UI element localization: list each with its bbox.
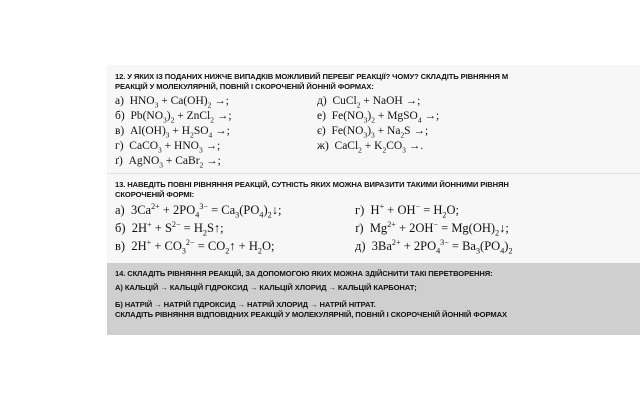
reaction-12-a bbox=[115, 95, 229, 110]
reaction-formula: $HNO_3 + Ca(OH)_2$ →; bbox=[129, 95, 229, 110]
task-12-heading-line-2: РЕАКЦІЙ У МОЛЕКУЛЯРНІЙ, ПОВНІЙ І СКОРОЧЕНІЙ ЙОННІЙ ФОРМАХ: bbox=[115, 82, 374, 91]
task-13-heading-line-1: 13. НАВЕДІТЬ ПОВНІ РІВНЯННЯ РЕАКЦІЙ, СУТНІСТЬ ЯКИХ МОЖНА ВИРАЗИТИ ТАКИМИ ЙОННИМИ РІВНЯН bbox=[115, 180, 509, 189]
reaction-formula: $Pb(NO_3)_2$ + ZnCl$_2$ →; bbox=[130, 110, 232, 125]
reaction-formula: $2H^+ + CO_3^{2-}$ = $CO_2↑ + H_2O$; bbox=[131, 237, 275, 256]
item-letter: д) bbox=[317, 95, 327, 107]
reaction-formula: AgNO$_3$ + CaBr$_2$ →; bbox=[128, 155, 221, 170]
item-letter: ж) bbox=[317, 140, 329, 152]
reaction-formula: $3Ca^{2+} + 2PO_4^{3-}$ = $Ca_3(PO_4)_2↓$; bbox=[130, 201, 282, 220]
ionic-13-v bbox=[115, 239, 274, 254]
reaction-12-zh bbox=[317, 140, 424, 155]
ionic-13-h bbox=[355, 203, 459, 218]
item-letter: д) bbox=[355, 239, 366, 253]
reaction-12-b bbox=[115, 110, 232, 125]
reaction-formula: $3Ba^{2+} + 2PO_4^{3-} = Ba_3(PO_4)_2$ bbox=[371, 237, 513, 256]
reaction-formula: $H^+ + OH^- = H_2O$; bbox=[370, 201, 459, 220]
item-letter: ґ) bbox=[115, 155, 123, 167]
reaction-formula: $Al(OH)_3 + H_2SO_4$ →; bbox=[130, 125, 230, 140]
reaction-12-ye bbox=[317, 125, 429, 140]
task-14-instruction: СКЛАДІТЬ РІВНЯННЯ ВІДПОВІДНИХ РЕАКЦІЙ У МОЛЕКУЛЯРНІЙ, ПОВНІЙ І СКОРОЧЕНІЙ ЙОННІЙ ФОРМАХ bbox=[115, 310, 507, 319]
item-letter: а) bbox=[115, 95, 124, 107]
reaction-12-d bbox=[317, 95, 421, 110]
ionic-13-g bbox=[355, 221, 509, 236]
item-letter: в) bbox=[115, 239, 126, 253]
item-letter: а) bbox=[115, 203, 125, 217]
ionic-13-a bbox=[115, 203, 281, 218]
task-14-chain-b: Б) НАТРІЙ → НАТРІЙ ГІДРОКСИД → НАТРІЙ ХЛОРИД → НАТРІЙ НІТРАТ. bbox=[115, 300, 376, 309]
reaction-formula: CuCl$_2$ + NaOH →; bbox=[332, 95, 421, 110]
item-letter: б) bbox=[115, 110, 125, 122]
reaction-12-e bbox=[317, 110, 440, 125]
item-letter: б) bbox=[115, 221, 126, 235]
reaction-formula: $2H^+ + S^{2-}$ = $H_2S↑$; bbox=[131, 219, 224, 238]
reaction-12-g bbox=[115, 155, 221, 170]
task-12-section bbox=[107, 65, 640, 174]
task-14-heading: 14. СКЛАДІТЬ РІВНЯННЯ РЕАКЦІЙ, ЗА ДОПОМОГОЮ ЯКИХ МОЖНА ЗДІЙСНИТИ ТАКІ ПЕРЕТВОРЕННЯ: bbox=[115, 269, 493, 278]
reaction-12-v bbox=[115, 125, 230, 140]
task-13-heading-line-2: СКОРОЧЕНІЙ ФОРМІ: bbox=[115, 190, 195, 199]
task-12-heading-line-1: 12. У ЯКИХ ІЗ ПОДАНИХ НИЖЧЕ ВИПАДКІВ МОЖЛИВИЙ ПЕРЕБІГ РЕАКЦІЇ? ЧОМУ? СКЛАДІТЬ РІВНЯННЯ М bbox=[115, 72, 509, 81]
reaction-formula: CaCl$_2$ + $K_2CO_3$ →. bbox=[334, 140, 424, 155]
reaction-formula: $Mg^{2+} + 2OH^-$ = $Mg(OH)_2↓$; bbox=[369, 219, 509, 238]
item-letter: в) bbox=[115, 125, 125, 137]
item-letter: г) bbox=[355, 203, 365, 217]
reaction-formula: $Fe(NO_3)_2$ + MgSO$_4$ →; bbox=[331, 110, 440, 125]
reaction-formula: CaCO$_3$ + $HNO_3$ →; bbox=[129, 140, 221, 155]
ionic-13-d bbox=[355, 239, 513, 254]
item-letter: є) bbox=[317, 125, 326, 137]
task-13-section bbox=[107, 174, 640, 263]
task-14-chain-a: А) КАЛЬЦІЙ → КАЛЬЦІЙ ГІДРОКСИД → КАЛЬЦІЙ ХЛОРИД → КАЛЬЦІЙ КАРБОНАТ; bbox=[115, 283, 417, 292]
reaction-12-h bbox=[115, 140, 221, 155]
task-14-section bbox=[107, 263, 640, 335]
item-letter: г) bbox=[115, 140, 124, 152]
ionic-13-b bbox=[115, 221, 224, 236]
worksheet bbox=[107, 65, 640, 335]
reaction-formula: $Fe(NO_3)_3 + Na_2S$ →; bbox=[331, 125, 429, 140]
item-letter: ґ) bbox=[355, 221, 364, 235]
item-letter: е) bbox=[317, 110, 326, 122]
